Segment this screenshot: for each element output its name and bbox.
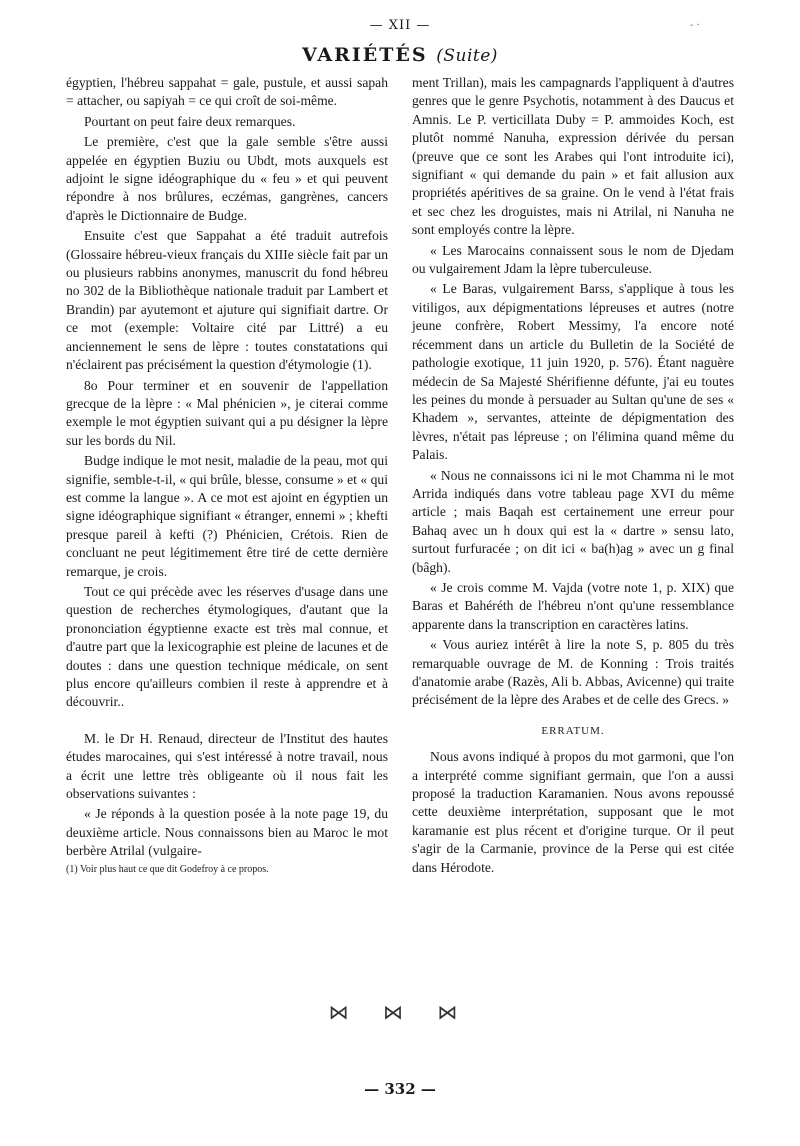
left-paragraph-4: Ensuite c'est que Sappahat a été traduit autrefois (Glossaire hébreu-vieux français du XIIIe siècle fait par un ou plusieurs rabbins anonymes, manuscrit du fond hébreu no 302 de la Bibliothèque nationale traduit par Lambert et Brandin) par ayutemont et ajuture qui signifiait dartre. Or ce mot (exemple: Voltaire cité par Littré) a eu anciennement le sens de lèpre : toutes constatations qui n'éclairent pas précisément la question d'étymologie (1). xyxy=(66,228,388,373)
right-paragraph-4: « Nous ne connaissons ici ni le mot Chamma ni le mot Arrida indiqués dans votre tableau page XVI du même article ; mais Baqah est certainement une erreur pour Bahaq avec un h doux qui est la « dartre » sensu lato, surtout furfuracée ; on dit ici « ba(h)ag » avec un g final (bâgh). xyxy=(412,467,734,575)
right-paragraph-1: ment Trillan), mais les campagnards l'appliquent à d'autres genres que le genre Psychotis, notamment à des Daucus et Amnis. Le P. verticillata Duby = P. ammoides Koch, est plutôt nommé Nanuha, expression dérivée du persan (preuve que ce sont les Arabes qui l'ont introduite ici), signifiant « qui demande du pain » et fait allusion aux propriétés apéritives de sa graine. On le vend à l'état frais et sec chez les droguistes, mais ni Atrilal, ni Nanuha ne sont employés contre la lèpre. xyxy=(412,75,734,238)
left-paragraph-7: Tout ce qui précède avec les réserves d'usage dans une question de recherches étymologiques, d'autant que la prononciation égyptienne exacte est très mal connue, et d'autre part que la lexicographie est pleine de lacunes et de doutes : dans une question technique médicale, on sent plus encore qu'ailleurs combien il reste à apprendre et à découvrir.. xyxy=(66,583,388,710)
left-paragraph-3: Le première, c'est que la gale semble s'être aussi appelée en égyptien Buziu ou Ubdt, mots auxquels est adjoint le signe idéographique du « feu » et qui peuvent répondre à nos brûlures, eczémas, gangrènes, cancers d'après le Dictionnaire de Budge. xyxy=(66,134,388,223)
page-number: — 332 — xyxy=(364,1080,436,1098)
title-text: VARIÉTÉS xyxy=(302,44,428,66)
section-title xyxy=(0,44,800,66)
left-paragraph-8: M. le Dr H. Renaud, directeur de l'Institut des hautes études marocaines, qui s'est intéressé à notre travail, nous a écrit une lettre très obligeante où il nous fait les observations suivantes : xyxy=(66,730,388,802)
right-column xyxy=(412,74,734,879)
erratum-paragraph: Nous avons indiqué à propos du mot garmoni, que l'on a interprété comme signifiant germain, que l'on a aussi proposé la traduction Karamanien. Nous avons repoussé cette deuxième interprétation, supposant que le mot karamanie est plus récent et d'origine turque. Or il peut s'agir de la Carmanie, province de la Perse qui est citée dans Hérodote. xyxy=(412,749,734,875)
title-suite: (Suite) xyxy=(436,46,498,66)
left-column xyxy=(66,74,388,878)
right-paragraph-6: « Vous auriez intérêt à lire la note S, p. 805 du très remarquable ouvrage de M. de Konning : Trois traités d'anatomie arabe (Razès, Ali b. Abbas, Avicenne) qui traite précisément de la lèpre des Arabes et de celle des Grecs. » xyxy=(412,637,734,708)
right-paragraph-3: « Le Baras, vulgairement Barss, s'applique à tous les vitiligos, aux dépigmentations lépreuses et autres (notre jeune confrère, Robert Messimy, l'a encore noté récemment dans un article du Bulletin de la Société de pathologie exotique, 11 juin 1920, p. 576). Étant naguère médecin de Sa Majesté Shérifienne défunte, j'ai eu toutes les peines du monde à persuader au Sultan qu'une de ses « Khadem », servantes, atteinte de dépigmentation des lèvres, n'était pas lépreuse ; on l'élimina quand même du Palais. xyxy=(412,281,734,463)
left-paragraph-9: « Je réponds à la question posée à la note page 19, du deuxième article. Nous connaissons bien au Maroc le mot berbère Atrilal (vulgaire- xyxy=(66,806,388,859)
left-paragraph-2: Pourtant on peut faire deux remarques. xyxy=(84,113,296,129)
left-paragraph-6: Budge indique le mot nesit, maladie de la peau, mot qui signifie, semble-t-il, « qui brûle, blesse, consume » et « qui est comme la langue ». A ce mot est ajoint en égyptien un signe idéographique signifiant « étranger, ennemi » ; khefti presque pareil à kefti (?) Phénicien, Crétois. Rien de concluant ne peut légitimement être tiré de cette dernière remarque, je crois. xyxy=(66,453,388,579)
left-paragraph-5: 8o Pour terminer et en souvenir de l'appellation grecque de la lèpre : « Mal phénicien », je citerai comme exemple le mot égyptien suivant qui a pu désigner la lèpre sur les bords du Nil. xyxy=(66,377,388,448)
left-paragraph-1: égyptien, l'hébreu sappahat = gale, pustule, et aussi sapah = attacher, ou sapiyah = ce qui croît de soi-même. xyxy=(66,75,388,109)
right-paragraph-5: « Je crois comme M. Vajda (votre note 1, p. XIX) que Baras et Bahéréth de l'hébreu n'ont qu'une ressemblance apparente dans la transcription en caractères latins. xyxy=(412,579,734,632)
corner-mark: - · xyxy=(690,20,700,31)
header-page-roman: — XII — xyxy=(369,18,431,33)
erratum-heading: ERRATUM. xyxy=(541,724,605,737)
ornament-divider: ⋈ ⋈ ⋈ xyxy=(328,1000,472,1024)
right-paragraph-2: « Les Marocains connaissent sous le nom de Djedam ou vulgairement Jdam la lèpre tuberculeuse. xyxy=(412,242,734,277)
footnote: (1) Voir plus haut ce que dit Godefroy à ce propos. xyxy=(66,863,269,875)
